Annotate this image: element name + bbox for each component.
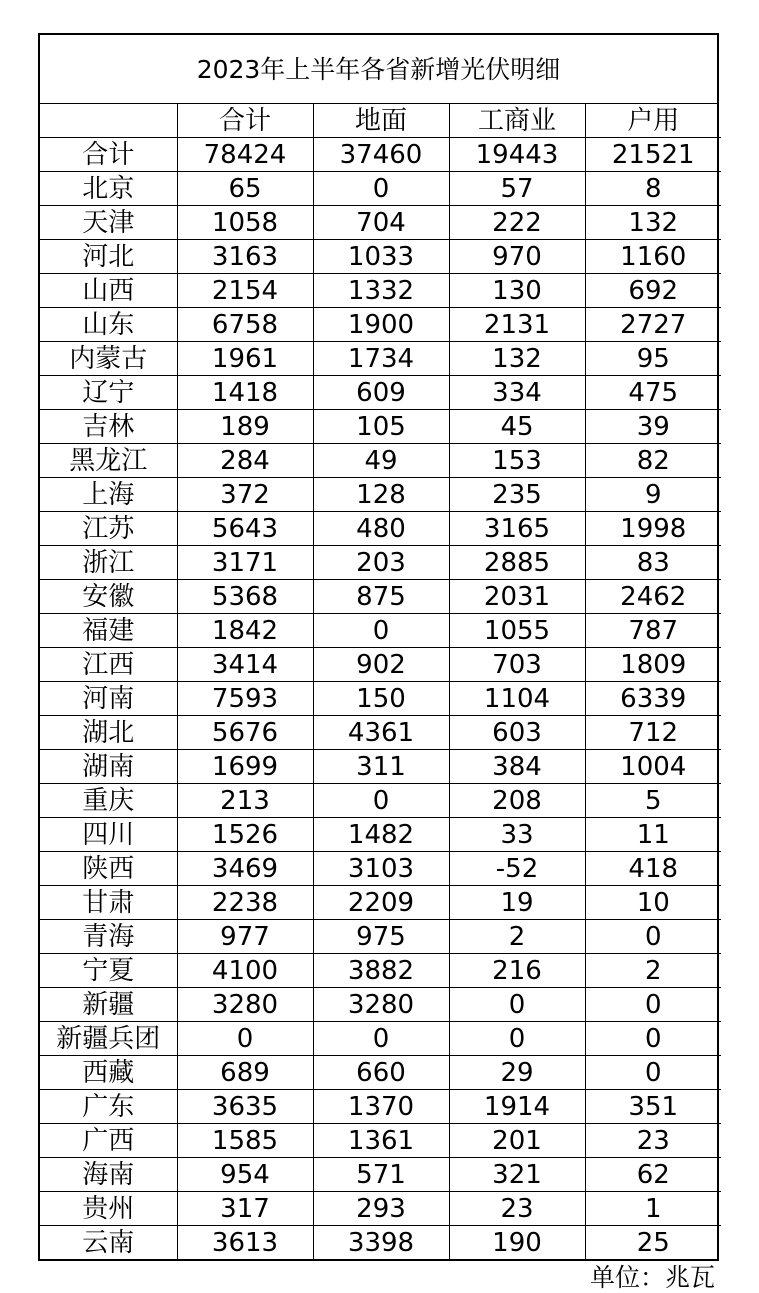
cell-commercial: 235: [449, 478, 585, 512]
cell-ground: 105: [313, 410, 449, 444]
cell-region: 河南: [40, 682, 177, 716]
cell-commercial: 19443: [449, 138, 585, 172]
unit-note: 单位：兆瓦: [589, 1263, 715, 1292]
cell-commercial: 190: [449, 1226, 585, 1260]
table-row: [40, 444, 721, 478]
table-row: [40, 614, 721, 648]
cell-ground: 3103: [313, 852, 449, 886]
table-row: [40, 342, 721, 376]
cell-residential: 25: [585, 1226, 721, 1260]
cell-total: 3171: [177, 546, 313, 580]
cell-residential: 39: [585, 410, 721, 444]
cell-total: 3414: [177, 648, 313, 682]
table-row: [40, 138, 721, 172]
cell-total: 1526: [177, 818, 313, 852]
cell-commercial: 703: [449, 648, 585, 682]
cell-ground: 1370: [313, 1090, 449, 1124]
cell-residential: 21521: [585, 138, 721, 172]
header-cell-ground: 地面: [313, 104, 449, 138]
cell-total: 1961: [177, 342, 313, 376]
cell-region: 海南: [40, 1158, 177, 1192]
header-cell-total: 合计: [177, 104, 313, 138]
cell-residential: 0: [585, 920, 721, 954]
cell-ground: 875: [313, 580, 449, 614]
cell-commercial: 29: [449, 1056, 585, 1090]
cell-region: 江苏: [40, 512, 177, 546]
cell-residential: 2: [585, 954, 721, 988]
cell-region: 辽宁: [40, 376, 177, 410]
cell-region: 广东: [40, 1090, 177, 1124]
table-row: [40, 886, 721, 920]
cell-residential: 418: [585, 852, 721, 886]
cell-commercial: 0: [449, 1022, 585, 1056]
table-row: [40, 988, 721, 1022]
cell-ground: 2209: [313, 886, 449, 920]
table-row: [40, 308, 721, 342]
cell-residential: 23: [585, 1124, 721, 1158]
cell-residential: 475: [585, 376, 721, 410]
header-cell-commercial: 工商业: [449, 104, 585, 138]
cell-ground: 704: [313, 206, 449, 240]
cell-residential: 8: [585, 172, 721, 206]
cell-region: 河北: [40, 240, 177, 274]
cell-residential: 0: [585, 1022, 721, 1056]
cell-ground: 1900: [313, 308, 449, 342]
cell-commercial: 1914: [449, 1090, 585, 1124]
cell-region: 江西: [40, 648, 177, 682]
cell-commercial: 33: [449, 818, 585, 852]
cell-residential: 2462: [585, 580, 721, 614]
cell-commercial: 208: [449, 784, 585, 818]
cell-residential: 351: [585, 1090, 721, 1124]
cell-residential: 1809: [585, 648, 721, 682]
table-row: [40, 648, 721, 682]
cell-residential: 2727: [585, 308, 721, 342]
header-row: [40, 104, 721, 138]
cell-ground: 0: [313, 784, 449, 818]
cell-ground: 311: [313, 750, 449, 784]
cell-commercial: 603: [449, 716, 585, 750]
table-row: [40, 1192, 721, 1226]
cell-total: 689: [177, 1056, 313, 1090]
table-row: [40, 1124, 721, 1158]
cell-ground: 571: [313, 1158, 449, 1192]
cell-region: 甘肃: [40, 886, 177, 920]
cell-region: 云南: [40, 1226, 177, 1260]
cell-ground: 1332: [313, 274, 449, 308]
table-row: [40, 240, 721, 274]
cell-region: 西藏: [40, 1056, 177, 1090]
cell-residential: 712: [585, 716, 721, 750]
cell-commercial: 19: [449, 886, 585, 920]
cell-commercial: 1104: [449, 682, 585, 716]
cell-ground: 0: [313, 172, 449, 206]
cell-commercial: 45: [449, 410, 585, 444]
cell-total: 1585: [177, 1124, 313, 1158]
table-row: [40, 376, 721, 410]
cell-region: 陕西: [40, 852, 177, 886]
cell-total: 189: [177, 410, 313, 444]
table-title: 2023年上半年各省新增光伏明细: [40, 35, 717, 104]
cell-region: 贵州: [40, 1192, 177, 1226]
cell-region: 浙江: [40, 546, 177, 580]
cell-total: 4100: [177, 954, 313, 988]
header-cell-residential: 户用: [585, 104, 721, 138]
cell-commercial: 2885: [449, 546, 585, 580]
cell-residential: 83: [585, 546, 721, 580]
cell-ground: 150: [313, 682, 449, 716]
cell-total: 3613: [177, 1226, 313, 1260]
cell-commercial: 3165: [449, 512, 585, 546]
cell-ground: 3398: [313, 1226, 449, 1260]
cell-total: 7593: [177, 682, 313, 716]
cell-region: 合计: [40, 138, 177, 172]
table-row: [40, 1090, 721, 1124]
cell-region: 内蒙古: [40, 342, 177, 376]
cell-residential: 692: [585, 274, 721, 308]
table-row: [40, 1022, 721, 1056]
cell-total: 1699: [177, 750, 313, 784]
cell-ground: 3882: [313, 954, 449, 988]
cell-total: 1842: [177, 614, 313, 648]
cell-region: 上海: [40, 478, 177, 512]
cell-total: 213: [177, 784, 313, 818]
cell-region: 广西: [40, 1124, 177, 1158]
cell-total: 5643: [177, 512, 313, 546]
cell-ground: 0: [313, 1022, 449, 1056]
table-row: [40, 716, 721, 750]
cell-total: 3635: [177, 1090, 313, 1124]
cell-total: 1058: [177, 206, 313, 240]
cell-commercial: 216: [449, 954, 585, 988]
cell-residential: 1998: [585, 512, 721, 546]
table-row: [40, 750, 721, 784]
cell-ground: 975: [313, 920, 449, 954]
table-row: [40, 410, 721, 444]
cell-ground: 3280: [313, 988, 449, 1022]
table-row: [40, 546, 721, 580]
cell-commercial: 1055: [449, 614, 585, 648]
cell-residential: 9: [585, 478, 721, 512]
data-table-sheet: [38, 33, 719, 1261]
table-row: [40, 784, 721, 818]
header-cell-region: [40, 104, 177, 138]
cell-commercial: 970: [449, 240, 585, 274]
table-row: [40, 852, 721, 886]
table-row: [40, 206, 721, 240]
cell-residential: 1004: [585, 750, 721, 784]
cell-ground: 1482: [313, 818, 449, 852]
cell-total: 6758: [177, 308, 313, 342]
cell-ground: 609: [313, 376, 449, 410]
cell-ground: 1361: [313, 1124, 449, 1158]
province-pv-table: [40, 104, 721, 1259]
cell-commercial: 334: [449, 376, 585, 410]
cell-total: 3280: [177, 988, 313, 1022]
cell-ground: 0: [313, 614, 449, 648]
table-row: [40, 1226, 721, 1260]
cell-total: 65: [177, 172, 313, 206]
cell-ground: 1033: [313, 240, 449, 274]
cell-residential: 0: [585, 1056, 721, 1090]
cell-total: 317: [177, 1192, 313, 1226]
cell-region: 北京: [40, 172, 177, 206]
cell-residential: 10: [585, 886, 721, 920]
cell-total: 977: [177, 920, 313, 954]
cell-total: 2154: [177, 274, 313, 308]
cell-commercial: 57: [449, 172, 585, 206]
cell-region: 湖南: [40, 750, 177, 784]
table-row: [40, 274, 721, 308]
cell-residential: 1160: [585, 240, 721, 274]
cell-ground: 660: [313, 1056, 449, 1090]
cell-ground: 49: [313, 444, 449, 478]
table-row: [40, 954, 721, 988]
cell-residential: 132: [585, 206, 721, 240]
cell-total: 78424: [177, 138, 313, 172]
cell-residential: 6339: [585, 682, 721, 716]
cell-commercial: -52: [449, 852, 585, 886]
cell-total: 0: [177, 1022, 313, 1056]
cell-region: 新疆兵团: [40, 1022, 177, 1056]
table-row: [40, 512, 721, 546]
table-row: [40, 920, 721, 954]
cell-ground: 480: [313, 512, 449, 546]
cell-region: 黑龙江: [40, 444, 177, 478]
cell-residential: 1: [585, 1192, 721, 1226]
cell-commercial: 0: [449, 988, 585, 1022]
cell-commercial: 2: [449, 920, 585, 954]
cell-commercial: 153: [449, 444, 585, 478]
table-row: [40, 478, 721, 512]
table-row: [40, 1056, 721, 1090]
cell-total: 372: [177, 478, 313, 512]
cell-total: 2238: [177, 886, 313, 920]
cell-region: 安徽: [40, 580, 177, 614]
cell-region: 山西: [40, 274, 177, 308]
cell-total: 1418: [177, 376, 313, 410]
cell-ground: 4361: [313, 716, 449, 750]
cell-commercial: 2031: [449, 580, 585, 614]
cell-commercial: 222: [449, 206, 585, 240]
table-row: [40, 682, 721, 716]
cell-region: 青海: [40, 920, 177, 954]
cell-residential: 62: [585, 1158, 721, 1192]
cell-ground: 37460: [313, 138, 449, 172]
cell-ground: 293: [313, 1192, 449, 1226]
cell-region: 吉林: [40, 410, 177, 444]
cell-residential: 787: [585, 614, 721, 648]
cell-commercial: 2131: [449, 308, 585, 342]
cell-commercial: 132: [449, 342, 585, 376]
cell-commercial: 23: [449, 1192, 585, 1226]
cell-total: 5676: [177, 716, 313, 750]
cell-ground: 128: [313, 478, 449, 512]
cell-ground: 203: [313, 546, 449, 580]
cell-region: 湖北: [40, 716, 177, 750]
cell-region: 重庆: [40, 784, 177, 818]
cell-residential: 0: [585, 988, 721, 1022]
cell-commercial: 130: [449, 274, 585, 308]
cell-commercial: 201: [449, 1124, 585, 1158]
cell-region: 天津: [40, 206, 177, 240]
table-body: [40, 138, 721, 1260]
table-row: [40, 1158, 721, 1192]
cell-region: 四川: [40, 818, 177, 852]
cell-commercial: 321: [449, 1158, 585, 1192]
cell-residential: 95: [585, 342, 721, 376]
cell-total: 954: [177, 1158, 313, 1192]
cell-commercial: 384: [449, 750, 585, 784]
cell-residential: 82: [585, 444, 721, 478]
cell-total: 284: [177, 444, 313, 478]
cell-region: 山东: [40, 308, 177, 342]
cell-total: 5368: [177, 580, 313, 614]
table-row: [40, 172, 721, 206]
cell-residential: 5: [585, 784, 721, 818]
cell-region: 新疆: [40, 988, 177, 1022]
table-row: [40, 580, 721, 614]
cell-region: 福建: [40, 614, 177, 648]
cell-region: 宁夏: [40, 954, 177, 988]
cell-ground: 1734: [313, 342, 449, 376]
cell-total: 3163: [177, 240, 313, 274]
cell-ground: 902: [313, 648, 449, 682]
table-row: [40, 818, 721, 852]
cell-total: 3469: [177, 852, 313, 886]
cell-residential: 11: [585, 818, 721, 852]
